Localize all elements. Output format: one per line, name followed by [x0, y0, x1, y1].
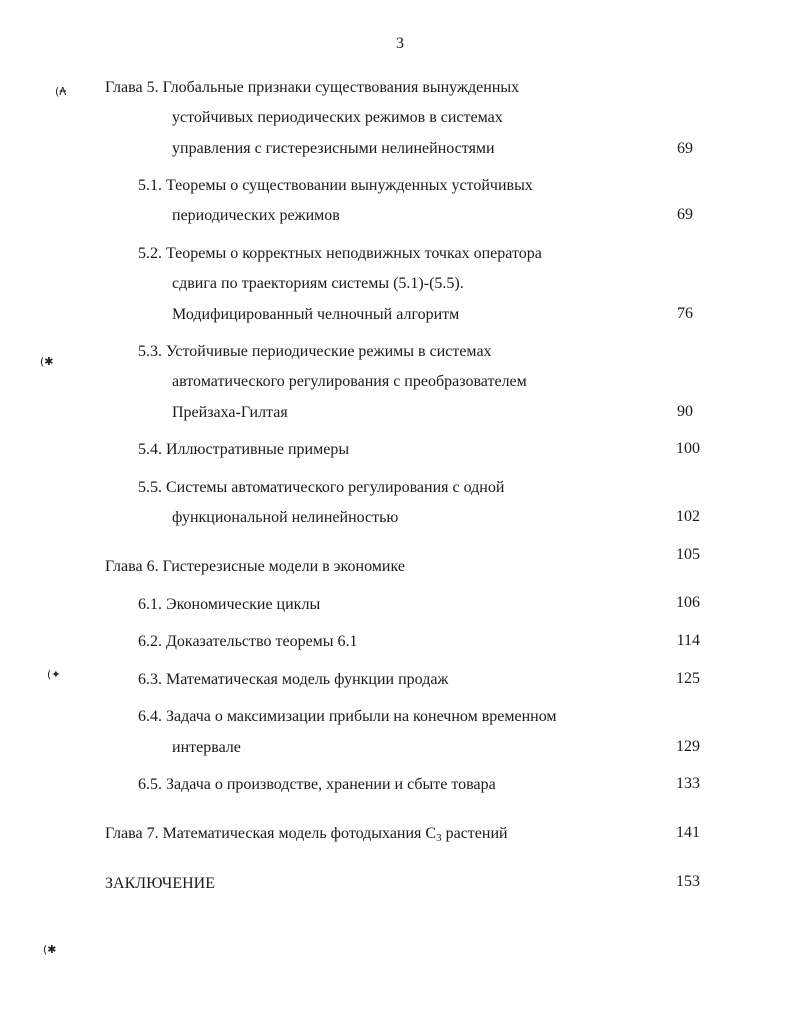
toc-section-5-1-page: 69 [677, 206, 693, 223]
toc-section-5-4-page: 100 [676, 440, 700, 457]
toc-section-5-3-page: 90 [677, 403, 693, 420]
toc-section-6-4-page: 129 [676, 738, 700, 755]
toc-section-5-3-line-2: автоматического регулирования с преобразователем [172, 373, 527, 390]
margin-mark: (✦ [47, 668, 61, 681]
toc-chapter-5-page: 69 [677, 140, 693, 157]
toc-section-5-5-line-1: 5.5. Системы автоматического регулирования с одной [138, 479, 505, 496]
toc-section-5-5-line-2: функциональной нелинейностью [172, 509, 399, 526]
toc-section-6-5-page: 133 [676, 775, 700, 792]
toc-section-6-4-line-1: 6.4. Задача о максимизации прибыли на конечном временном [138, 708, 557, 725]
margin-mark: (✱ [43, 943, 57, 956]
toc-section-6-3: 6.3. Математическая модель функции продаж [138, 671, 449, 688]
toc-chapter-6: Глава 6. Гистерезисные модели в экономике [105, 558, 405, 575]
page-number: 3 [396, 35, 404, 52]
toc-section-6-2: 6.2. Доказательство теоремы 6.1 [138, 633, 358, 650]
toc-conclusion-page: 153 [676, 873, 700, 890]
margin-mark: (₳ [55, 85, 67, 98]
toc-chapter-7-text: Глава 7. Математическая модель фотодыхания C [105, 825, 437, 842]
toc-section-5-5-page: 102 [676, 508, 700, 525]
toc-section-5-2-line-2: сдвига по траекториям системы (5.1)-(5.5). [172, 275, 464, 292]
toc-section-6-2-page: 114 [676, 632, 700, 649]
margin-mark: (✱ [40, 355, 54, 368]
toc-section-6-3-page: 125 [676, 670, 700, 687]
toc-chapter-5-line-2: устойчивых периодических режимов в системах [172, 109, 503, 126]
toc-section-5-4: 5.4. Иллюстративные примеры [138, 441, 350, 458]
toc-section-5-3-line-1: 5.3. Устойчивые периодические режимы в системах [138, 343, 492, 360]
toc-section-6-4-line-2: интервале [172, 739, 241, 756]
toc-section-5-2-line-1: 5.2. Теоремы о корректных неподвижных точках оператора [138, 245, 542, 262]
toc-section-5-1-line-1: 5.1. Теоремы о существовании вынужденных устойчивых [138, 177, 533, 194]
toc-section-5-2-line-3: Модифицированный челночный алгоритм [172, 306, 460, 323]
toc-section-5-1-line-2: периодических режимов [172, 207, 340, 224]
toc-chapter-5-line-3: управления с гистерезисными нелинейностями [172, 140, 495, 157]
toc-chapter-7-subscript: 3 [436, 832, 442, 844]
toc-section-6-5: 6.5. Задача о производстве, хранении и сбыте товара [138, 776, 496, 793]
toc-section-6-1: 6.1. Экономические циклы [138, 596, 321, 613]
toc-section-5-2-page: 76 [677, 305, 693, 322]
toc-chapter-7-text-after: растений [441, 825, 508, 842]
toc-conclusion: ЗАКЛЮЧЕНИЕ [105, 875, 215, 892]
toc-chapter-7-page: 141 [676, 824, 700, 841]
toc-section-6-1-page: 106 [676, 594, 700, 611]
toc-chapter-5-line-1: Глава 5. Глобальные признаки существования вынужденных [105, 79, 520, 96]
toc-section-5-3-line-3: Прейзаха-Гилтая [172, 404, 288, 421]
toc-chapter-6-page: 105 [676, 546, 700, 563]
toc-chapter-7 [105, 824, 508, 844]
